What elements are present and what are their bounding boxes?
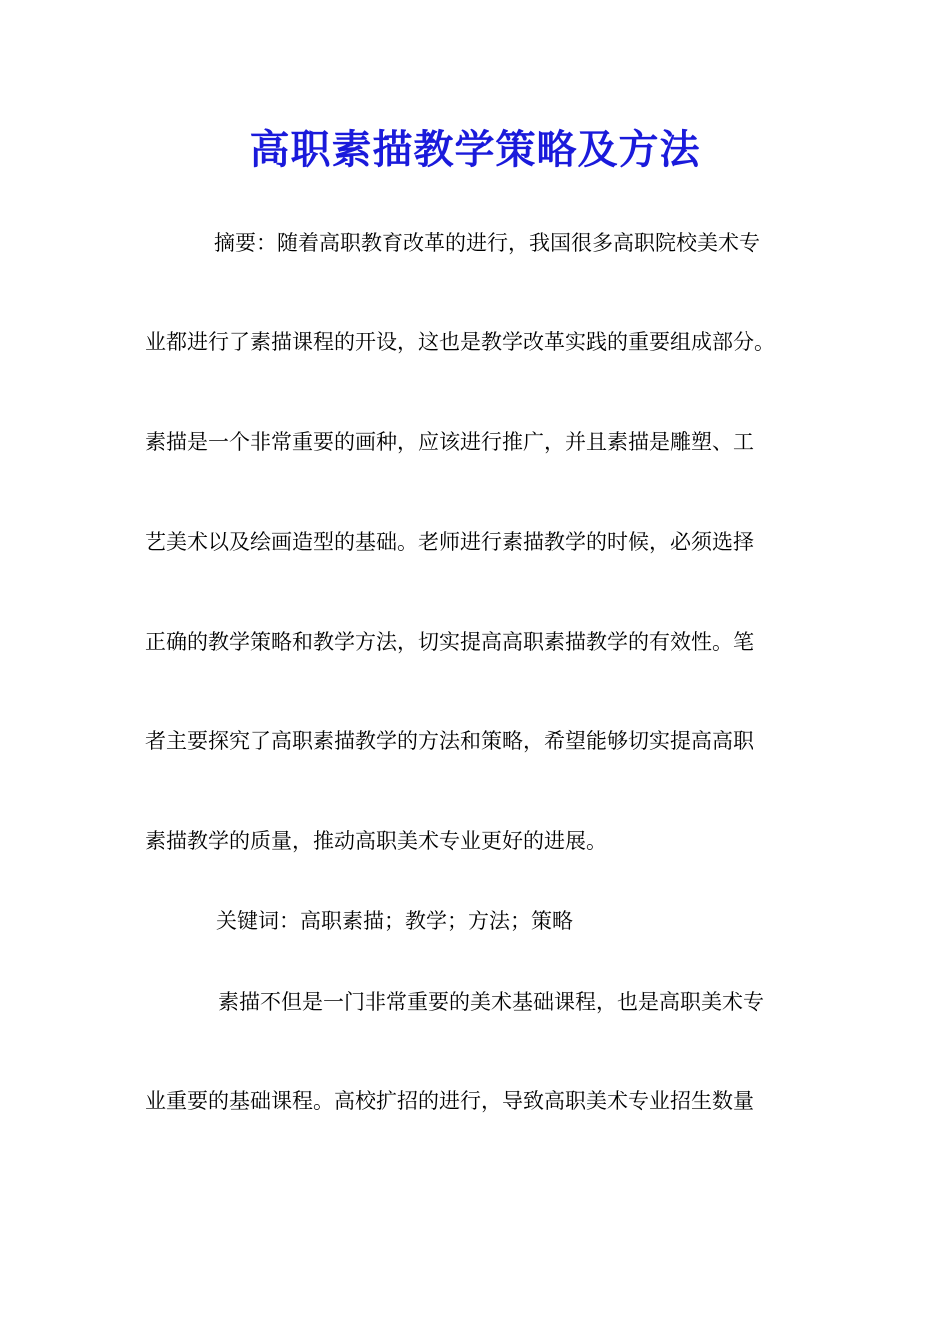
document-title: 高职素描教学策略及方法 — [249, 126, 701, 173]
abstract-line: 者主要探究了高职素描教学的方法和策略，希望能够切实提高高职 — [145, 729, 754, 753]
body-line: 业重要的基础课程。高校扩招的进行，导致高职美术专业招生数量 — [145, 1089, 754, 1113]
abstract-line: 素描教学的质量，推动高职美术专业更好的进展。 — [145, 829, 607, 853]
keywords-line: 关键词：高职素描；教学；方法；策略 — [216, 909, 573, 933]
abstract-line: 摘要：随着高职教育改革的进行，我国很多高职院校美术专 — [214, 231, 760, 255]
abstract-line: 正确的教学策略和教学方法，切实提高高职素描教学的有效性。笔 — [145, 630, 754, 654]
abstract-line: 业都进行了素描课程的开设，这也是教学改革实践的重要组成部分。 — [145, 330, 775, 354]
body-line: 素描不但是一门非常重要的美术基础课程，也是高职美术专 — [218, 990, 764, 1014]
abstract-line: 素描是一个非常重要的画种，应该进行推广，并且素描是雕塑、工 — [145, 430, 754, 454]
abstract-line: 艺美术以及绘画造型的基础。老师进行素描教学的时候，必须选择 — [145, 530, 754, 554]
